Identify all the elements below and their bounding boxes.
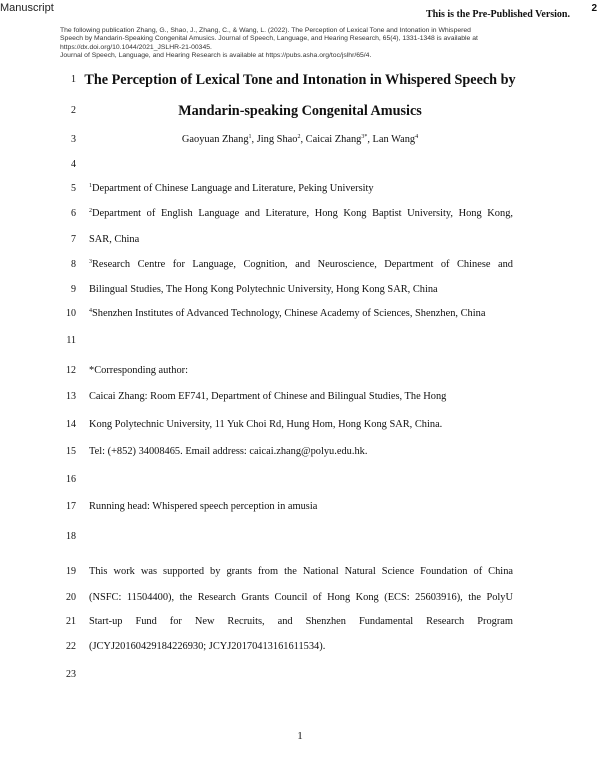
author-name: Gaoyuan Zhang <box>181 134 249 145</box>
line-number: 14 <box>66 419 76 430</box>
contact-details: Tel: (+852) 34008465. Email address: caicai.zhang@polyu.edu.hk. <box>89 446 368 457</box>
affiliation-mark: 1 <box>248 134 252 140</box>
running-head: Running head: Whispered speech perception in amusia <box>89 501 318 512</box>
line-number: 8 <box>71 259 76 270</box>
line-number: 18 <box>66 531 76 542</box>
line-8 <box>0 257 600 273</box>
affiliation-1 <box>89 181 513 197</box>
line-19 <box>0 564 600 580</box>
line-number: 2 <box>71 105 76 116</box>
line-number: 3 <box>71 134 76 145</box>
line-3 <box>0 132 600 148</box>
affiliation-2 <box>89 206 513 222</box>
paper-title-line-1: The Perception of Lexical Tone and Intonation in Whispered Speech by <box>84 72 516 88</box>
corresponding-address: Caicai Zhang: Room EF741, Department of Chinese and Bilingual Studies, The Hong <box>89 391 447 402</box>
affiliation-4 <box>89 306 513 322</box>
line-16 <box>0 472 600 488</box>
funding-text: This work was supported by grants from the National Natural Science Foundation of China <box>89 566 513 577</box>
author-separator: , <box>251 134 257 145</box>
line-12 <box>0 363 600 379</box>
affiliation-mark: 2 <box>89 208 92 214</box>
line-number: 4 <box>71 159 76 170</box>
author-name: Lan Wang <box>372 134 416 145</box>
line-22 <box>0 639 600 655</box>
line-number: 5 <box>71 183 76 194</box>
line-number: 12 <box>66 365 76 376</box>
line-number: 23 <box>66 669 76 680</box>
author-name: Jing Shao <box>256 134 298 145</box>
affiliation-text: Department of English Language and Literature, Hong Kong Baptist University, Hong Kong, <box>92 208 513 219</box>
manuscript-tag: Manuscript <box>0 2 54 14</box>
affiliation-mark: 1 <box>89 183 92 189</box>
affiliation-text: Research Centre for Language, Cognition, and Neuroscience, Department of Chinese and <box>92 259 513 270</box>
line-5 <box>0 181 600 197</box>
line-number: 7 <box>71 234 76 245</box>
line-number: 19 <box>66 566 76 577</box>
paper-title-line-2: Mandarin-speaking Congenital Amusics <box>178 103 422 119</box>
line-21 <box>0 614 600 630</box>
citation-block <box>60 27 550 61</box>
funding-text: Start-up Fund for New Recruits, and Shenzhen Fundamental Research Program <box>89 616 513 627</box>
line-14 <box>0 417 600 433</box>
line-18 <box>0 529 600 545</box>
affiliation-text: Shenzhen Institutes of Advanced Technology, Chinese Academy of Sciences, Shenzhen, China <box>92 308 486 319</box>
line-23 <box>0 667 600 683</box>
line-17 <box>0 499 600 515</box>
page-badge: 2 <box>591 3 597 14</box>
line-13 <box>0 389 600 405</box>
line-number: 20 <box>66 592 76 603</box>
line-number: 13 <box>66 391 76 402</box>
author-list <box>80 132 520 148</box>
line-9 <box>0 282 600 298</box>
affiliation-mark: 3 <box>89 259 92 265</box>
line-number: 1 <box>71 74 76 85</box>
affiliation-3-cont: Bilingual Studies, The Hong Kong Polytechnic University, Hong Kong SAR, China <box>89 284 438 295</box>
corresponding-heading: *Corresponding author: <box>89 365 188 376</box>
line-number: 11 <box>66 335 76 346</box>
funding-text: (NSFC: 11504400), the Research Grants Council of Hong Kong (ECS: 25603916), the PolyU <box>89 592 513 603</box>
line-11 <box>0 333 600 349</box>
author-separator: , <box>300 134 306 145</box>
citation-line: Speech by Mandarin-Speaking Congenital Amusics. Journal of Speech, Language, and Hearing Research, 65(4), 1331-1348 is available at <box>60 35 478 43</box>
corresponding-address-cont: Kong Polytechnic University, 11 Yuk Choi Rd, Hung Hom, Hong Kong SAR, China. <box>89 419 443 430</box>
line-number: 17 <box>66 501 76 512</box>
line-number: 10 <box>66 308 76 319</box>
page-number: 1 <box>297 730 303 742</box>
affiliation-mark: 4 <box>415 134 419 140</box>
line-15 <box>0 444 600 460</box>
citation-line[interactable]: https://dx.doi.org/10.1044/2021_JSLHR-21-00345. <box>60 43 212 51</box>
affiliation-mark: 2 <box>297 134 301 140</box>
line-number: 9 <box>71 284 76 295</box>
affiliation-text: Department of Chinese Language and Literature, Peking University <box>92 183 374 194</box>
affiliation-3 <box>89 257 513 273</box>
line-6 <box>0 206 600 222</box>
line-number: 16 <box>66 474 76 485</box>
affiliation-2-cont: SAR, China <box>89 234 140 245</box>
affiliation-mark: 4 <box>89 308 92 314</box>
funding-text: (JCYJ20160429184226930; JCYJ20170413161611534). <box>89 641 326 652</box>
citation-line: The following publication Zhang, G., Shao, J., Zhang, C., & Wang, L. (2022). The Perception of Lexical Tone and Intonation in Whispered <box>60 27 471 34</box>
line-10 <box>0 306 600 322</box>
line-number: 15 <box>66 446 76 457</box>
author-separator: , <box>367 134 373 145</box>
line-4 <box>0 157 600 173</box>
citation-line: Journal of Speech, Language, and Hearing Research is available at https://pubs.asha.org/toc/jslhr/65/4. <box>60 52 372 60</box>
line-1 <box>0 72 600 88</box>
line-number: 22 <box>66 641 76 652</box>
line-2 <box>0 103 600 119</box>
line-number: 6 <box>71 208 76 219</box>
affiliation-mark: 3* <box>361 134 368 140</box>
author-name: Caicai Zhang <box>305 134 362 145</box>
line-7 <box>0 232 600 248</box>
line-20 <box>0 590 600 606</box>
line-number: 21 <box>66 616 76 627</box>
prepublished-notice: This is the Pre-Published Version. <box>425 9 570 20</box>
